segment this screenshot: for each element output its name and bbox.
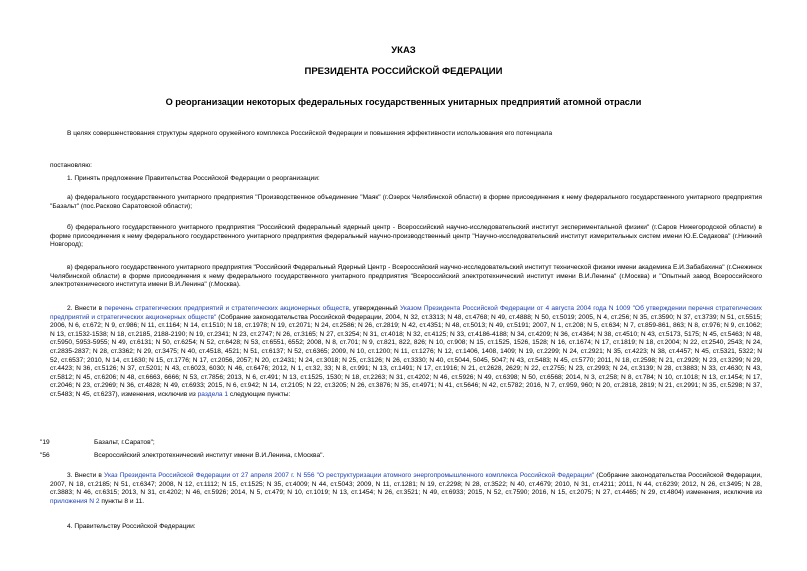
item-1c: в) федерального государственного унитарного предприятия "Российский Федеральный Ядерный Центр - Всероссийский научно-исследовательский институт технической физики имени академика Е.И.Забабахина" (г.Снежинск Челябинской области) в форме присоединения к нему федерального государственного унитарного предприятия "Всероссийский электротехнический институт имени В.И.Ленина" (г.Москва) и "Опытный завод Всероссийского электротехнического института имени В.И.Ленина" (г.Москва). (50, 264, 762, 289)
preamble: В целях совершенствования структуры ядерного оружейного комплекса Российской Федерации и повышения эффективности использования его потенциала (67, 130, 553, 137)
note-text: Базальт, г.Саратов"; (94, 439, 155, 446)
note-row (40, 439, 740, 448)
item-2-mid: , утвержденный (348, 305, 400, 312)
item-3-body: (Собрание законодательства Российской Федерации, 2007, N 18, ст.2185; N 51, ст.6347; 2008, N 12, ст.1112; N 15, ст.1525; N 35, ст.4009; N 44, ст.5043; 2009, N 11, ст.1281; N 19, ст.2298; N 28, ст.3522; N 40, ст.4679; 2010, N 31, ст.4211; 2011, N 44, ст.6239; 2012, N 26, ст.3495; N 28, ст.3883; N 46, ст.6315; 2013, N 31, ст.4202; N 46, ст.5926; 2014, N 5, ст.479; N 10, ст.1019; N 13, ст.1454; N 26, ст.3521; N 49, ст.6933; 2015, N 52, ст.7590; 2016, N 15, ст.2075; N 27, ст.4465; N 29, ст.4804) изменения, исключив из (50, 472, 762, 497)
item-2 (50, 305, 762, 400)
decree-1009-link[interactable]: Указом Президента Российской Федерации от 4 августа 2004 года N 1009 "Об утверждении перечня стратегических предприятий и стратегических акционерных обществ" (50, 305, 762, 321)
item-4: 4. Правительству Российской Федерации: (67, 523, 196, 530)
decree-type-heading: УКАЗ (391, 45, 416, 56)
item-1a: а) федерального государственного унитарного предприятия "Производственное объединение "Маяк" (г.Озерск Челябинской области) в форме присоединения к нему федерального государственного унитарного предприятия "Базальт" (пос.Расково Саратовской области); (50, 194, 762, 210)
section-1-link[interactable]: раздела 1 (197, 390, 229, 398)
item-1b: б) федерального государственного унитарного предприятия "Российский федеральный ядерный центр - Всероссийский научно-исследовательский институт экспериментальной физики" (г.Саров Нижегородской области) в форме присоединения к нему федерального государственного унитарного предприятия федеральный научно-производственный центр "Научно-исследовательский институт измерительных систем имени Ю.Е.Седакова" (г.Нижний Новгород); (50, 224, 762, 249)
item-2-suffix: следующие пункты: (228, 390, 291, 398)
item-3-suffix: пункты 8 и 11. (99, 497, 145, 505)
item-2-body: (Собрание законодательства Российской Федерации, 2004, N 32, ст.3313; N 48, ст.4768; N 49, ст.4888; N 50, ст.5019; 2005, N 4, ст.256; N 35, ст.3590; N 37, ст.3739; N 51, ст.5515; 2006, N 6, ст.672; N 9, ст.986; N 11, ст.1164; N 14, ст.1510; N 18, ст.1978; N 19, ст.2071; N 24, ст.2586; N 26, ст.2819; N 42, ст.4351; N 48, ст.5013; N 49, ст.5191; 2007, N 1, ст.208; N 5, ст.634; N 7, ст.859-861, 863; N 8, ст.976; N 9, ст.1062; N 13, ст.1532-1538; N 18, ст.2185, 2188-2190; N 19, ст.2341; N 23, ст.2747; N 26, ст.3165; N 27, ст.3254; N 31, ст.4018; N 32, ст.4125; N 33, ст.4186-4188; N 34, ст.4209; N 36, ст.4364; N 38, ст.4510; N 43, ст.5173, 5175; N 45, ст.5463; N 48, ст.5950, 5953-5955; N 49, ст.6131; N 50, ст.6254; N 52, ст.6428; N 53, ст.6551, 6552; 2008, N 8, ст.701; N 9, ст.821, 822, 826; N 10, ст.908; N 15, ст.1525, 1526, 1528; N 16, ст.1674; N 17, ст.1819; N 18, ст.2004; N 22, ст.2540, 2543; N 24, ст.2835-2837; N 28, ст.3362; N 29, ст.3475; N 40, ст.4518, 4521; N 51, ст.6137; N 52, ст.6365; 2009, N 10, ст.1200; N 11, ст.1276; N 12, ст.1406, 1408, 1409; N 19, ст.2299; N 24, ст.2921; N 35, ст.4223; N 38, ст.4457; N 45, ст.5321, 5322; N 52, ст.6537; 2010, N 14, ст.1630; N 15, ст.1776; N 17, ст.2056, 2057; N 20, ст.2431; N 24, ст.3018; N 25, ст.3126; N 26, ст.3330; N 40, ст.5044, 5045, 5047; N 43, ст.5483; N 45, ст.5770; 2011, N 18, ст.2598; N 21, ст.2929; N 23, ст.3299; N 29, ст.4423; N 36, ст.5126; N 37, ст.5201; N 43, ст.6023, 6030; N 46, ст.6476; 2012, N 1, ст.32, 33; N 8, ст.991; N 13, ст.1491; N 17, ст.1916; N 21, ст.2628, 2629; N 22, ст.2755; N 23, ст.2993; N 24, ст.3139; N 28, ст.3883; N 33, ст.4630; N 43, ст.5812; N 45, ст.6206; N 48, ст.6663, 6666; N 53, ст.7856; 2013, N 6, ст.491; N 13, ст.1525, 1530; N 18, ст.2263; N 31, ст.4202; N 46, ст.5926; N 49, ст.6398; N 50, ст.6568; 2014, N 3, ст.258; N 8, ст.784; N 10, ст.1018; N 13, ст.1454; N 17, ст.2046; N 23, ст.2969; N 36, ст.4828; N 49, ст.6933; 2015, N 6, ст.942; N 14, ст.2105; N 22, ст.3205; N 26, ст.3876; N 35, ст.4971; N 41, ст.5646; N 42, ст.5782; 2016, N 7, ст.959, 960; N 20, ст.2818, 2819; N 21, ст.2991; N 35, ст.5298; N 37, ст.5483; N 45, ст.6237), изменения, исключив из (50, 313, 762, 398)
note-row (40, 452, 740, 461)
strategic-list-link[interactable]: перечень стратегических предприятий и стратегических акционерных обществ (104, 305, 349, 312)
note-number: "19 (40, 439, 50, 446)
decree-556-link[interactable]: Указ Президента Российской Федерации от 27 апреля 2007 г. N 556 "О реструктуризации атомного энергопромышленного комплекса Российской Федерации" (104, 472, 595, 479)
note-text: Всероссийский электротехнический институт имени В.И.Ленина, г.Москва". (94, 452, 325, 459)
item-3-prefix: 3. Внести в (67, 472, 105, 479)
decree-title: О реорганизации некоторых федеральных государственных унитарных предприятий атомной отрасли (165, 97, 642, 107)
issuer-heading: ПРЕЗИДЕНТА РОССИЙСКОЙ ФЕДЕРАЦИИ (304, 66, 503, 77)
note-number: "56 (40, 452, 50, 459)
decree-word: постановляю: (50, 162, 93, 169)
item-2-prefix: 2. Внести в (67, 305, 105, 312)
item-1: 1. Принять предложение Правительства Российской Федерации о реорганизации: (67, 175, 320, 182)
item-3 (50, 472, 762, 506)
appendix-2-link[interactable]: приложения N 2 (50, 497, 100, 505)
